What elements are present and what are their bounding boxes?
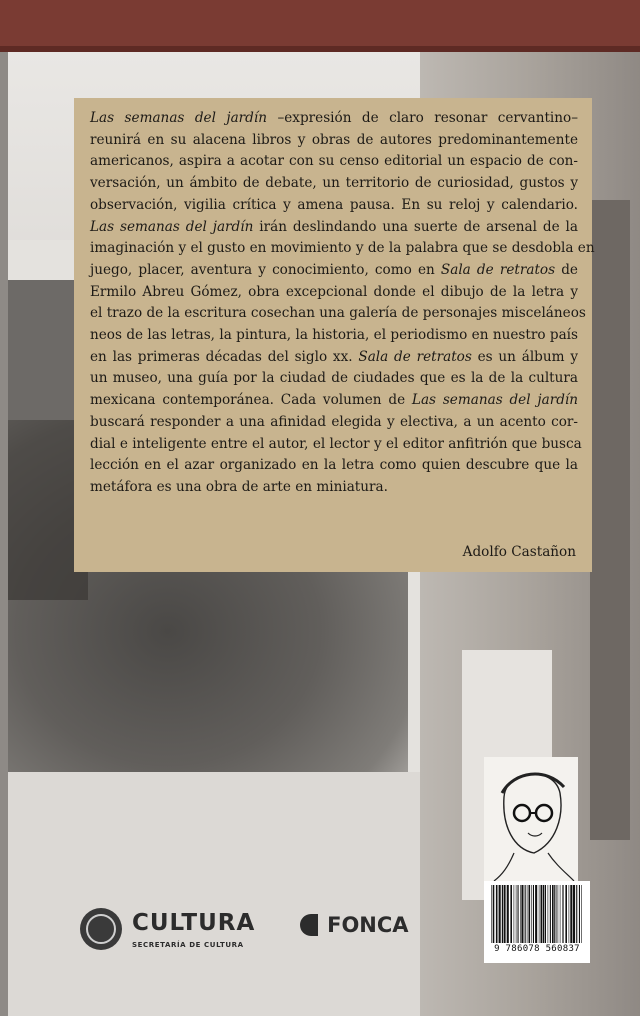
blurb-line bbox=[90, 390, 578, 412]
blurb-line bbox=[90, 347, 578, 369]
blurb-line bbox=[90, 173, 578, 195]
author-portrait-drawing bbox=[484, 757, 578, 881]
blurb-italic-title: Las semanas del jardín bbox=[411, 392, 579, 409]
blurb-run: Ermilo Abreu Gómez, obra excepcional donde el dibujo de la letra y bbox=[90, 283, 578, 300]
blurb-run: mexicana contemporánea. Cada volumen de bbox=[90, 392, 412, 409]
blurb-run: juego, placer, aventura y conocimiento, como en bbox=[90, 261, 441, 278]
blurb-italic-title: Sala de retratos bbox=[358, 348, 472, 365]
blurb-run: reunirá en su alacena libros y obras de autores predominantemente bbox=[90, 131, 578, 148]
barcode-bars bbox=[490, 885, 584, 943]
author-portrait-image bbox=[484, 757, 578, 881]
blurb-run: versación, un ámbito de debate, un territorio de curiosidad, gustos y bbox=[90, 175, 578, 192]
blurb-line bbox=[90, 195, 578, 217]
barcode-bar bbox=[510, 885, 512, 943]
blurb-run: buscará responder a una afinidad elegida y electiva, a un acento cor- bbox=[90, 413, 578, 430]
blurb-line bbox=[90, 412, 578, 434]
barcode-bar bbox=[539, 885, 540, 943]
barcode-bar bbox=[529, 885, 531, 943]
barcode-bar bbox=[514, 885, 515, 943]
barcode-bar bbox=[502, 885, 504, 943]
blurb-line bbox=[90, 260, 578, 282]
blurb-italic-title: Sala de retratos bbox=[440, 261, 556, 278]
blurb-line bbox=[90, 434, 582, 456]
blurb-run: de bbox=[555, 261, 578, 278]
barcode-bar bbox=[499, 885, 501, 943]
barcode-bar bbox=[491, 885, 492, 943]
blurb-text bbox=[90, 108, 595, 499]
blurb-run: metáfora es una obra de arte en miniatura. bbox=[90, 478, 388, 495]
barcode-bar bbox=[548, 885, 549, 943]
barcode-bar bbox=[533, 885, 534, 943]
barcode-bar bbox=[558, 885, 559, 943]
barcode-bar bbox=[521, 885, 523, 943]
barcode-bar bbox=[565, 885, 567, 943]
blurb-run: americanos, aspira a acotar con su censo editorial un espacio de con- bbox=[90, 153, 578, 170]
blurb-line bbox=[90, 217, 578, 239]
blurb-run: lección en el azar organizado en la letra como quien descubre que la bbox=[90, 457, 578, 474]
isbn-barcode bbox=[484, 881, 590, 963]
blurb-run: el trazo de la escritura cosechan una galería de personajes misceláneos bbox=[90, 305, 586, 322]
blurb-run: neos de las letras, la pintura, la historia, el periodismo en nuestro país bbox=[90, 327, 578, 344]
barcode-bar bbox=[535, 885, 537, 943]
spine-edge bbox=[0, 52, 8, 1016]
fonca-mark-icon bbox=[300, 914, 318, 936]
blurb-run: –expresión de claro resonar cervantino– bbox=[267, 110, 579, 126]
barcode-bar bbox=[563, 885, 564, 943]
blurb-run: dial e inteligente entre el autor, el lector y el editor anfitrión que busca bbox=[90, 435, 582, 452]
blurb-line bbox=[90, 368, 578, 390]
barcode-bar bbox=[507, 885, 509, 943]
cultura-subtitle: SECRETARÍA DE CULTURA bbox=[132, 941, 244, 949]
barcode-bar bbox=[545, 885, 546, 943]
barcode-bar bbox=[541, 885, 543, 943]
blurb-run: observación, vigilia crítica y amena pausa. En su reloj y calendario. bbox=[90, 196, 578, 213]
barcode-bar bbox=[554, 885, 555, 943]
blurb-line bbox=[90, 151, 578, 173]
barcode-bar bbox=[520, 885, 521, 943]
signature: Adolfo Castañon bbox=[462, 544, 576, 560]
blurb-line bbox=[90, 130, 578, 152]
blurb-line bbox=[90, 108, 578, 130]
blurb-line bbox=[90, 325, 578, 347]
barcode-bar bbox=[573, 885, 575, 943]
barcode-bar bbox=[496, 885, 498, 943]
blurb-line bbox=[90, 477, 578, 499]
barcode-bar bbox=[518, 885, 519, 943]
barcode-bar bbox=[560, 885, 561, 943]
barcode-bar bbox=[552, 885, 554, 943]
blurb-panel bbox=[74, 98, 595, 572]
barcode-bar bbox=[525, 885, 526, 943]
fonca-logo bbox=[300, 913, 409, 943]
blurb-italic-title: Las semanas del jardín bbox=[90, 218, 254, 235]
blurb-line bbox=[90, 282, 578, 304]
barcode-bar bbox=[562, 885, 563, 943]
barcode-bar bbox=[516, 885, 517, 943]
blurb-italic-title: Las semanas del jardín bbox=[90, 110, 267, 126]
blurb-run: es un álbum y bbox=[471, 348, 579, 365]
blurb-line bbox=[90, 238, 595, 260]
barcode-bar bbox=[581, 885, 582, 943]
barcode-bar bbox=[576, 885, 577, 943]
barcode-bar bbox=[493, 885, 495, 943]
blurb-run: en las primeras décadas del siglo xx. bbox=[90, 348, 359, 365]
lower-grey-area bbox=[8, 772, 420, 1016]
barcode-bar bbox=[531, 885, 532, 943]
barcode-bar bbox=[550, 885, 551, 943]
fonca-wordmark: FONCA bbox=[327, 913, 409, 937]
blurb-line bbox=[90, 455, 578, 477]
top-color-band bbox=[0, 0, 640, 52]
blurb-run: un museo, una guía por la ciudad de ciudades que es la de la cultura bbox=[90, 370, 578, 387]
barcode-bar bbox=[579, 885, 580, 943]
barcode-bar bbox=[570, 885, 572, 943]
cultura-wordmark: CULTURA bbox=[132, 910, 256, 936]
barcode-bar bbox=[569, 885, 570, 943]
barcode-bar bbox=[543, 885, 545, 943]
blurb-run: irán deslindando una suerte de arsenal de la bbox=[253, 218, 578, 235]
blurb-line bbox=[90, 303, 586, 325]
isbn-number: 9 786078 560837 bbox=[494, 944, 580, 954]
barcode-bar bbox=[504, 885, 506, 943]
blurb-run: imaginación y el gusto en movimiento y de la palabra que se desdobla en bbox=[90, 240, 595, 257]
national-seal-icon bbox=[80, 908, 122, 950]
barcode-bar bbox=[556, 885, 557, 943]
background-column bbox=[590, 200, 630, 840]
barcode-bar bbox=[527, 885, 528, 943]
